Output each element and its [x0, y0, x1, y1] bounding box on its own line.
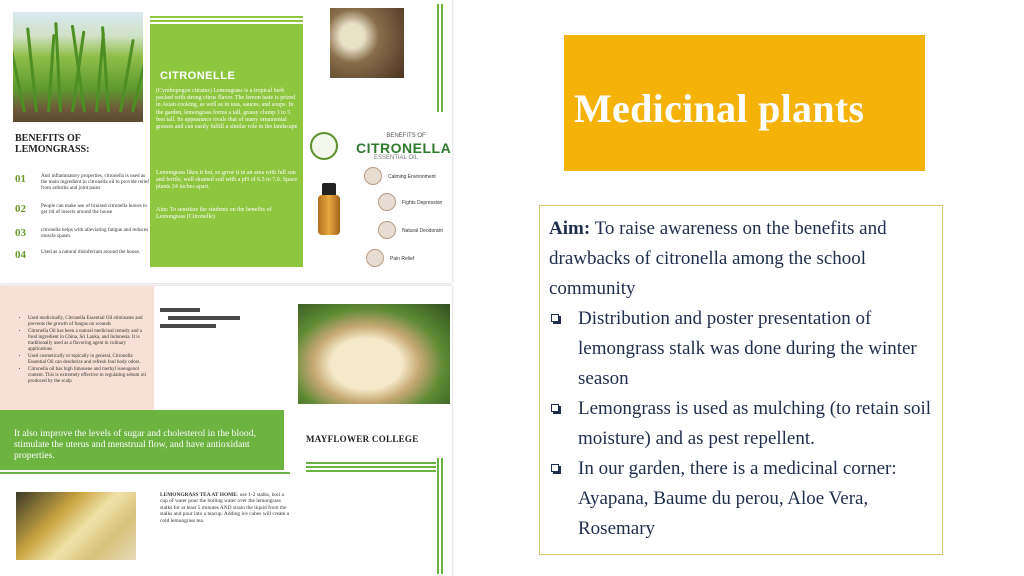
benefit-text: People can make use of bruised citronella leaves to get rid of insects around the house	[41, 203, 148, 215]
vertical-stripes	[437, 458, 445, 574]
infographic-brand: CITRONELLA	[356, 140, 452, 156]
infographic-item: Natural Deodorant	[402, 228, 443, 234]
aim-label: Aim:	[549, 218, 591, 239]
depression-icon	[378, 193, 396, 211]
college-name: MAYFLOWER COLLEGE	[306, 434, 419, 444]
benefit-text: Used as a natural disinfectant around the house.	[41, 249, 141, 255]
band-text: It also improve the levels of sugar and cholesterol in the blood, stimulate the uterus and menstrual flow, and have antioxidant properties.	[14, 428, 256, 461]
lemongrass-stalk-image	[330, 8, 404, 78]
poster-bullet-list	[20, 316, 148, 386]
infographic-benefits-of: BENEFITS OF	[386, 133, 426, 139]
benefit-number: 02	[15, 203, 26, 215]
benefit-text: Anti inflammatory properties, citronella is used as the main ingredient in citronella oil to provide relief from arthritis and joint pains	[41, 173, 150, 191]
benefit-text: citronella helps with alleviating fatigue and reduces muscle spasm.	[41, 227, 149, 239]
deodorant-icon	[378, 221, 396, 239]
panel-title: CITRONELLE	[160, 70, 236, 82]
aim-paragraph	[549, 214, 939, 304]
bullet-text: In our garden, there is a medicinal corner: Ayapana, Baume du perou, Aloe Vera, Rosemary	[578, 458, 897, 539]
slide-title: Medicinal plants	[574, 86, 865, 131]
list-item: • Citronella Oil has been a natural medicinal remedy and a food ingredient in China, Sri Lanka, and Indonesia. It is traditionally used as a flavoring agent in culinary applications	[28, 329, 148, 353]
panel-bottom-stripe	[150, 267, 303, 271]
checkbox-bullet-icon	[551, 404, 559, 412]
green-band	[0, 410, 284, 470]
band-underline	[0, 472, 290, 474]
infographic-subtitle: ESSENTIAL OIL	[374, 155, 419, 161]
oil-bottle-icon	[318, 195, 340, 235]
college-stripes	[306, 462, 436, 474]
bullet-text: Lemongrass is used as mulching (to retain soil moisture) and as pest repellent.	[578, 398, 932, 449]
bullet-text: Distribution and poster presentation of lemongrass stalk was done during the winter season	[578, 308, 917, 389]
list-item: • Used cosmetically or topically in general, Citronella Essential Oil can deodorize and refresh foul body odors.	[28, 354, 148, 366]
pain-relief-icon	[366, 249, 384, 267]
calming-icon	[364, 167, 382, 185]
poster-top	[0, 0, 452, 283]
benefits-heading: BENEFITS OF LEMONGRASS:	[15, 133, 90, 155]
lemongrass-field-image	[13, 12, 143, 122]
checkbox-bullet-icon	[551, 314, 559, 322]
benefit-number: 04	[15, 249, 26, 261]
list-item	[549, 304, 941, 394]
aim-text: To raise awareness on the benefits and drawbacks of citronella among the school community	[549, 218, 887, 299]
lemongrass-tea-image	[16, 492, 136, 560]
panel-paragraph: (Cymbopogon citratus) Lemongrass is a tropical herb packed with strong citrus flavor. The lemon taste is prized in Asian cooking, as well as in teas, sauces, and soups. In the garden, lemongrass forms a tall, grassy clump 3 to 5 feet tall. Its appearance rivals that of many ornamental grasses and can easily fulfill a similar role in the landscape	[156, 88, 298, 131]
benefit-number: 03	[15, 227, 26, 239]
list-item	[549, 394, 941, 454]
poster-bottom	[0, 286, 452, 576]
citronelle-panel	[150, 14, 303, 271]
benefit-number: 01	[15, 173, 26, 185]
panel-paragraph: Aim: To sensitize the students on the benefits of Lemongrass (Citronelle)	[156, 207, 272, 221]
list-item: • Used medicinally, Citronella Essential Oil eliminates and prevents the growth of fungus on wounds	[28, 316, 148, 328]
infographic-item: Calming Environment	[388, 174, 436, 180]
aim-box	[539, 205, 943, 555]
list-item	[549, 454, 941, 544]
panel-stripes	[150, 14, 303, 26]
decorative-lines	[160, 308, 240, 332]
list-item: • Citronella oil has high limonene and methyl isoeugenol content. This is extremely effective in regulating sebum oil produced by the scalp	[28, 367, 148, 385]
panel-paragraph: Lemongrass likes it hot, so grow it in an area with full sun and fertile, well-drained soil with a pH of 6.5 to 7.0. Space plants 24 inches apart.	[156, 170, 298, 191]
infographic-item: Pain Relief	[390, 256, 415, 262]
tea-recipe	[160, 492, 290, 524]
vertical-stripes	[437, 4, 445, 112]
title-box	[564, 35, 925, 171]
logo-icon	[310, 132, 338, 160]
checkbox-bullet-icon	[551, 464, 559, 472]
infographic-item: Fights Depression	[402, 200, 443, 206]
lemongrass-salad-image	[298, 304, 450, 404]
tea-recipe-text: : use 1-2 stalks, boil a cup of water pour the boiling water over the lemongrass stalks for at least 5 minutes AND strain the liquid from the stalks and pour into a teacup. Adding ice cubes will create a cold lemongrass tea.	[160, 492, 290, 524]
aim-bullet-list	[549, 304, 941, 544]
tea-recipe-title: LEMONGRASS TEA AT HOME	[160, 492, 237, 498]
